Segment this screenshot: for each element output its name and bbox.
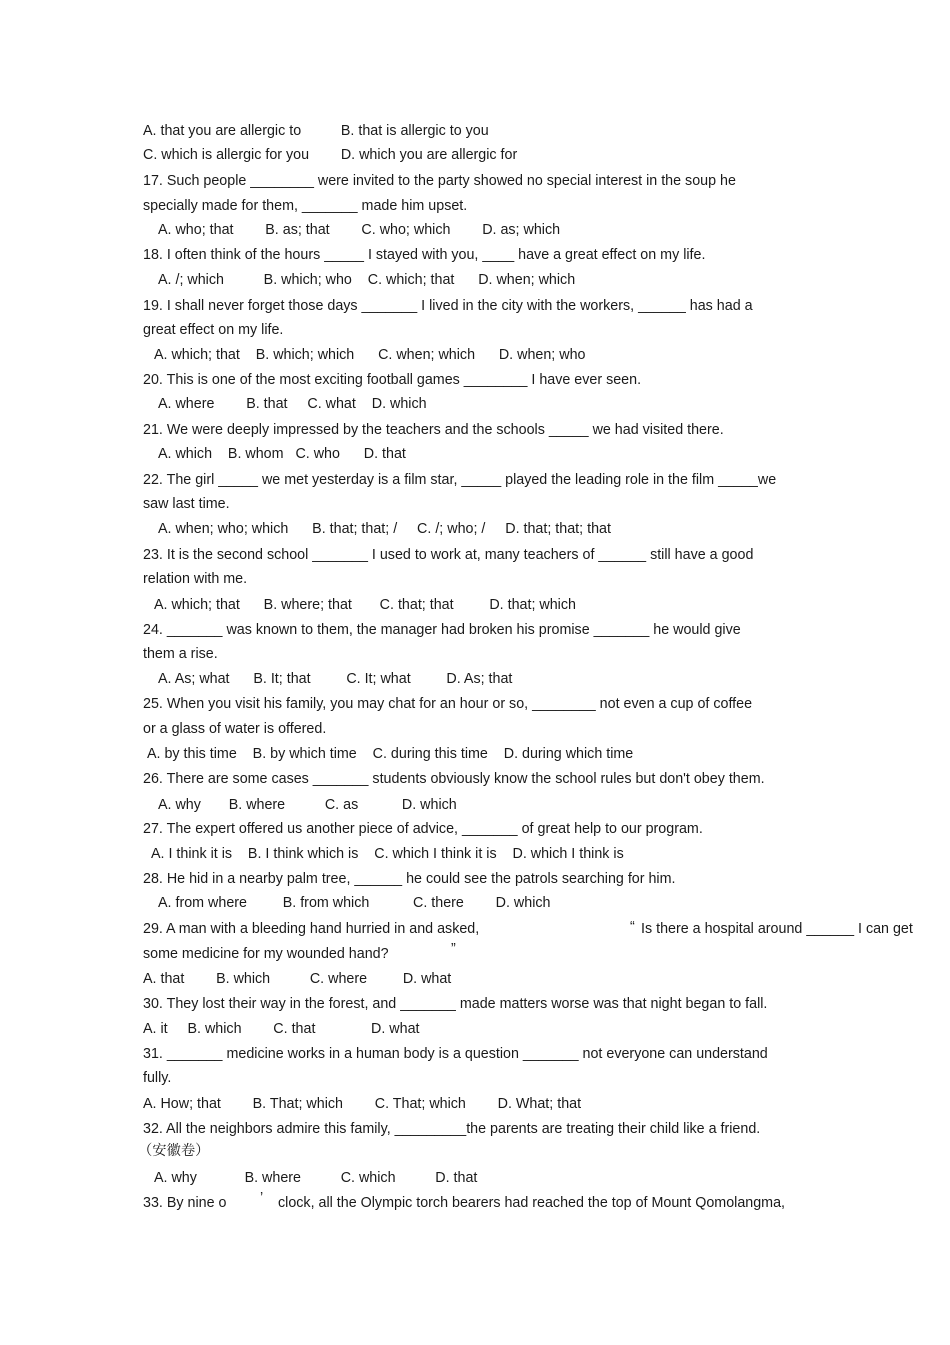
option-line: A. by this time B. by which time C. during this time D. during which time [147,746,634,762]
option-line: A. which; that B. where; that C. that; that D. that; which [154,597,576,613]
option-line: A. I think it is B. I think which is C. which I think it is D. which I think is [151,846,624,862]
option-line: C. which is allergic for you D. which you are allergic for [143,147,518,163]
question-line: them a rise. [143,646,218,662]
question-line: some medicine for my wounded hand? [143,946,389,962]
option-line: A. when; who; which B. that; that; / C. /; who; / D. that; that; that [158,521,611,537]
option-line: A. why B. where C. which D. that [154,1170,478,1186]
question-line: fully. [143,1070,172,1086]
question-32: 32. All the neighbors admire this family, _________the parents are treating their child like a friend. [143,1121,761,1137]
question-30: 30. They lost their way in the forest, and _______ made matters worse was that night began to fall. [143,996,768,1012]
question-line: specially made for them, _______ made him upset. [143,198,468,214]
question-31: 31. _______ medicine works in a human body is a question _______ not everyone can understand [143,1046,768,1062]
question-21: 21. We were deeply impressed by the teachers and the schools _____ we had visited there. [143,422,724,438]
question-33: 33. By nine o [143,1195,227,1211]
option-line: A. who; that B. as; that C. who; which D. as; which [158,222,561,238]
question-line: relation with me. [143,571,248,587]
open-quote: “ [630,919,635,935]
option-line: A. As; what B. It; that C. It; what D. As; that [158,671,513,687]
question-line: or a glass of water is offered. [143,721,327,737]
question-line: Is there a hospital around ______ I can get [641,921,913,937]
source-note: （安徽卷） [138,1143,210,1159]
option-line: A. How; that B. That; which C. That; which D. What; that [143,1096,582,1112]
question-23: 23. It is the second school _______ I used to work at, many teachers of ______ still have a good [143,547,754,563]
question-19: 19. I shall never forget those days _______ I lived in the city with the workers, ______ has had a [143,298,753,314]
question-17: 17. Such people ________ were invited to the party showed no special interest in the soup he [143,173,736,189]
question-25: 25. When you visit his family, you may chat for an hour or so, ________ not even a cup of coffee [143,696,753,712]
question-29: 29. A man with a bleeding hand hurried in and asked, [143,921,480,937]
question-20: 20. This is one of the most exciting football games ________ I have ever seen. [143,372,642,388]
option-line: A. from where B. from which C. there D. which [158,895,551,911]
question-28: 28. He hid in a nearby palm tree, ______ he could see the patrols searching for him. [143,871,676,887]
option-line: A. why B. where C. as D. which [158,797,457,813]
option-line: A. that B. which C. where D. what [143,971,452,987]
option-line: A. which; that B. which; which C. when; which D. when; who [154,347,586,363]
question-line: great effect on my life. [143,322,284,338]
question-18: 18. I often think of the hours _____ I stayed with you, ____ have a great effect on my life. [143,247,706,263]
question-27: 27. The expert offered us another piece of advice, _______ of great help to our program. [143,821,703,837]
option-line: A. where B. that C. what D. which [158,396,427,412]
question-line: saw last time. [143,496,230,512]
option-line: A. /; which B. which; who C. which; that D. when; which [158,272,576,288]
question-line: clock, all the Olympic torch bearers had reached the top of Mount Qomolangma, [278,1195,786,1211]
option-line: A. it B. which C. that D. what [143,1021,420,1037]
close-quote: ” [451,941,456,957]
question-26: 26. There are some cases _______ students obviously know the school rules but don't obey them. [143,771,765,787]
option-line: A. that you are allergic to B. that is allergic to you [143,123,489,139]
option-line: A. which B. whom C. who D. that [158,446,406,462]
apostrophe: ’ [260,1190,264,1206]
question-22: 22. The girl _____ we met yesterday is a film star, _____ played the leading role in the film _____we [143,472,777,488]
question-24: 24. _______ was known to them, the manager had broken his promise _______ he would give [143,622,741,638]
